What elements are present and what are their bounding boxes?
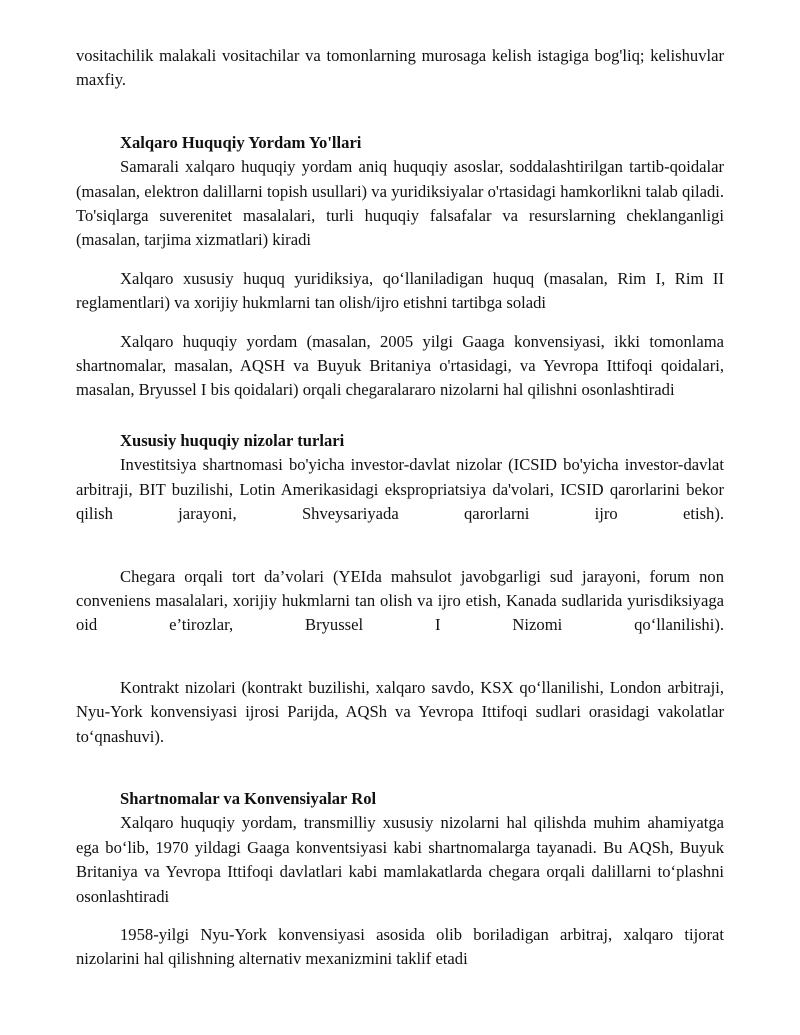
paragraph: Kontrakt nizolari (kontrakt buzilishi, xalqaro savdo, KSX qo‘llanilishi, London arbitraji, Nyu-York konvensiyasi ijrosi Parijda, AQSh va Yevropa Ittifoqi sudlari orasidagi vakolatlar to‘qnashuvi).	[76, 677, 724, 746]
section-heading-treaties: Shartnomalar va Konvensiyalar Rol	[120, 788, 377, 808]
spacer	[76, 638, 724, 676]
paragraph: Xalqaro huquqiy yordam (masalan, 2005 yilgi Gaaga konvensiyasi, ikki tomonlama shartnomalar, masalan, AQSH va Buyuk Britaniya o'rtasidagi, va Yevropa Ittifoqi qoidalari, masalan, Bryussel I bis qoidalari) orqali chegaralararo nizolarni hal qilishni osonlashtiradi	[76, 331, 724, 400]
spacer	[76, 93, 724, 131]
paragraph: 1958-yilgi Nyu-York konvensiyasi asosida olib boriladigan arbitraj, xalqaro tijorat nizolarini hal qilishning alternativ mexanizmini taklif etadi	[76, 924, 724, 969]
spacer	[76, 403, 724, 429]
section-heading-dispute-types: Xususiy huquqiy nizolar turlari	[120, 430, 345, 450]
spacer	[76, 909, 724, 923]
spacer	[76, 749, 724, 787]
spacer	[76, 316, 724, 330]
section-heading-legal-assistance: Xalqaro Huquqiy Yordam Yo'llari	[120, 132, 362, 152]
spacer	[76, 527, 724, 565]
paragraph: Investitsiya shartnomasi bo'yicha investor-davlat nizolar (ICSID bo'yicha investor-davlat arbitraji, BIT buzilishi, Lotin Amerikasidagi ekspropriatsiya da'volari, ICSID qarorlarini bekor qilish jarayoni, Shveysariyada qarorlarni ijro etish).	[76, 455, 724, 524]
paragraph: Samarali xalqaro huquqiy yordam aniq huquqiy asoslar, soddalashtirilgan tartib-qoidalar (masalan, elektron dalillarni topish usullari) va yuridiksiyalar o'rtasidagi hamkorlikni talab qiladi. To'siqlarga suverenitet masalalari, turli huquqiy falsafalar va resurslarning cheklanganligi (masalan, tarjima xizmatlari) kiradi	[76, 157, 724, 250]
intro-paragraph: vositachilik malakali vositachilar va tomonlarning murosaga kelish istagiga bog'liq; kelishuvlar maxfiy.	[76, 46, 724, 90]
paragraph: Chegara orqali tort da’volari (YEIda mahsulot javobgarligi sud jarayoni, forum non conveniens masalalari, xorijiy hukmlarni tan olish va ijro etish, Kanada sudlarida yurisdiksiyaga oid e’tirozlar, Bryussel I Nizomi qo‘llanilishi).	[76, 566, 724, 635]
paragraph: Xalqaro xususiy huquq yuridiksiya, qo‘llaniladigan huquq (masalan, Rim I, Rim II reglamentlari) va xorijiy hukmlarni tan olish/ijro etishni tartibga soladi	[76, 268, 724, 313]
spacer	[76, 253, 724, 267]
paragraph: Xalqaro huquqiy yordam, transmilliy xususiy nizolarni hal qilishda muhim ahamiyatga ega bo‘lib, 1970 yildagi Gaaga konventsiyasi kabi shartnomalarga tayanadi. Bu AQSh, Buyuk Britaniya va Yevropa Ittifoqi davlatlari kabi mamlakatlarda chegara orqali dalillarni to‘plashni osonlashtiradi	[76, 813, 724, 906]
